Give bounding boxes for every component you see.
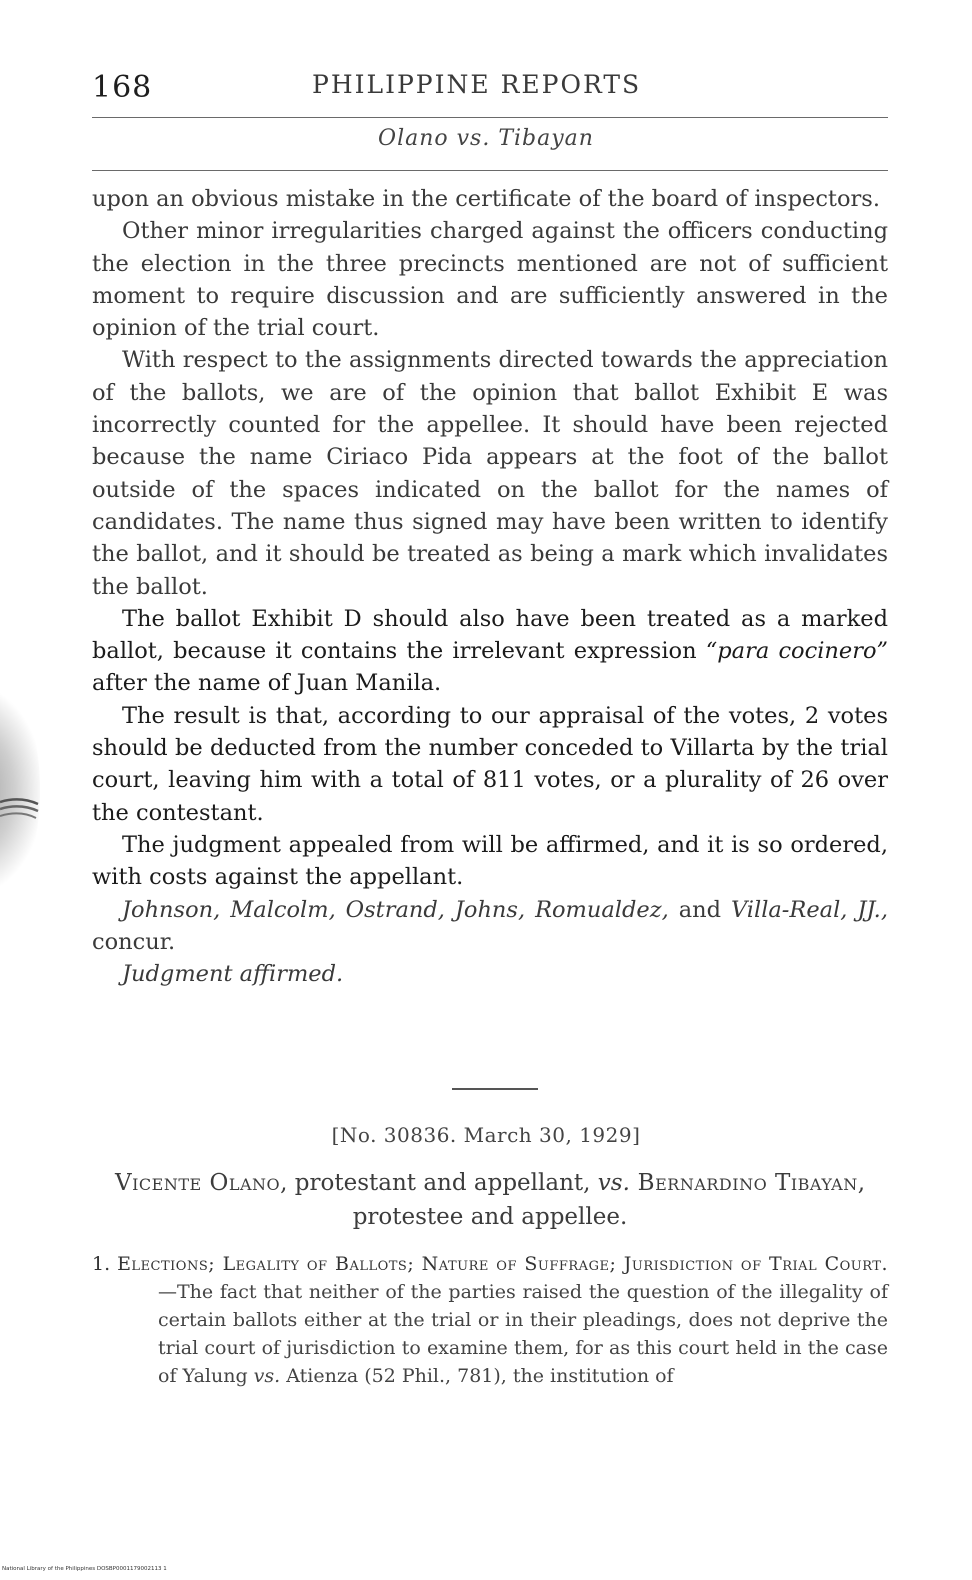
protestant-name: Vicente Olano: [114, 1170, 281, 1196]
text-run: , protestant and appellant,: [280, 1170, 598, 1196]
justices-names: Villa-Real, JJ.,: [730, 896, 888, 923]
paragraph: [92, 603, 888, 700]
paragraph: The judgment appealed from will be affirmed, and it is so ordered, with costs against the appellant.: [92, 831, 888, 891]
header-rule: [92, 117, 888, 118]
italic-expression: “para cocinero”: [705, 638, 888, 665]
concurrence-paragraph: [92, 894, 888, 959]
binder-ring-icon: [0, 792, 40, 826]
syllabus-item: [92, 1250, 888, 1390]
running-head: PHILIPPINE REPORTS: [312, 70, 642, 99]
case-number: [No. 30836. March 30, 1929]: [331, 1123, 641, 1147]
syllabus-heading: Elections; Legality of Ballots; Nature of Suffrage; Jurisdiction of Trial Court.: [117, 1253, 888, 1275]
text-run: concur.: [92, 928, 176, 955]
scan-footer: National Library of the Philippines DOSBP0001179002113 1: [2, 1566, 167, 1572]
case-parties: [92, 1166, 888, 1234]
case-title: Olano vs. Tibayan: [378, 126, 594, 151]
opinion-body: [92, 183, 888, 990]
text-run: , protestee and appellee.: [352, 1170, 866, 1230]
versus: vs.: [597, 1170, 630, 1196]
paragraph: The result is that, according to our appraisal of the votes, 2 votes should be deducted from the number conceded to Villarta by the trial court, leaving him with a total of 811 votes, or a plurality of 26 over the contestant.: [92, 702, 888, 826]
text-run: The ballot Exhibit D should also have been treated as a marked ballot, because it contains the irrelevant expression: [92, 605, 888, 665]
section-divider: [452, 1088, 538, 1090]
disposition: Judgment affirmed.: [122, 961, 344, 988]
paragraph: upon an obvious mistake in the certificate of the board of inspectors.: [92, 186, 880, 212]
syllabus-number: 1.: [92, 1253, 111, 1275]
header-rule: [92, 170, 888, 171]
justices-names: Johnson, Malcolm, Ostrand, Johns, Romualdez,: [122, 896, 669, 923]
text-run: and: [668, 896, 731, 923]
text-run: —The fact that neither of the parties raised the question of the illegality of certain ballots either at the trial or in their pleadings, does not deprive the trial court of jurisdiction to examine them, for as this court held in the case of Yalung: [158, 1281, 888, 1387]
page-edge-shadow: [0, 690, 40, 890]
text-run: Atienza (52 Phil., 781), the institution of: [280, 1365, 674, 1387]
versus: vs.: [253, 1365, 281, 1387]
protestee-name: Bernardino Tibayan: [629, 1170, 858, 1196]
paragraph: Other minor irregularities charged against the officers conducting the election in the three precincts mentioned are not of sufficient moment to require discussion and are sufficiently answered in the opinion of the trial court.: [92, 218, 888, 342]
paragraph: With respect to the assignments directed towards the appreciation of the ballots, we are of the opinion that ballot Exhibit E was incorrectly counted for the appellee. It should have been rejected because the name Ciriaco Pida appears at the foot of the ballot outside of the spaces indicated on the ballot for the names of candidates. The name thus signed may have been written to identify the ballot, and it should be treated as being a mark which invalidates the ballot.: [92, 347, 888, 600]
page-number: 168: [92, 70, 153, 105]
text-run: after the name of Juan Manila.: [92, 670, 442, 697]
